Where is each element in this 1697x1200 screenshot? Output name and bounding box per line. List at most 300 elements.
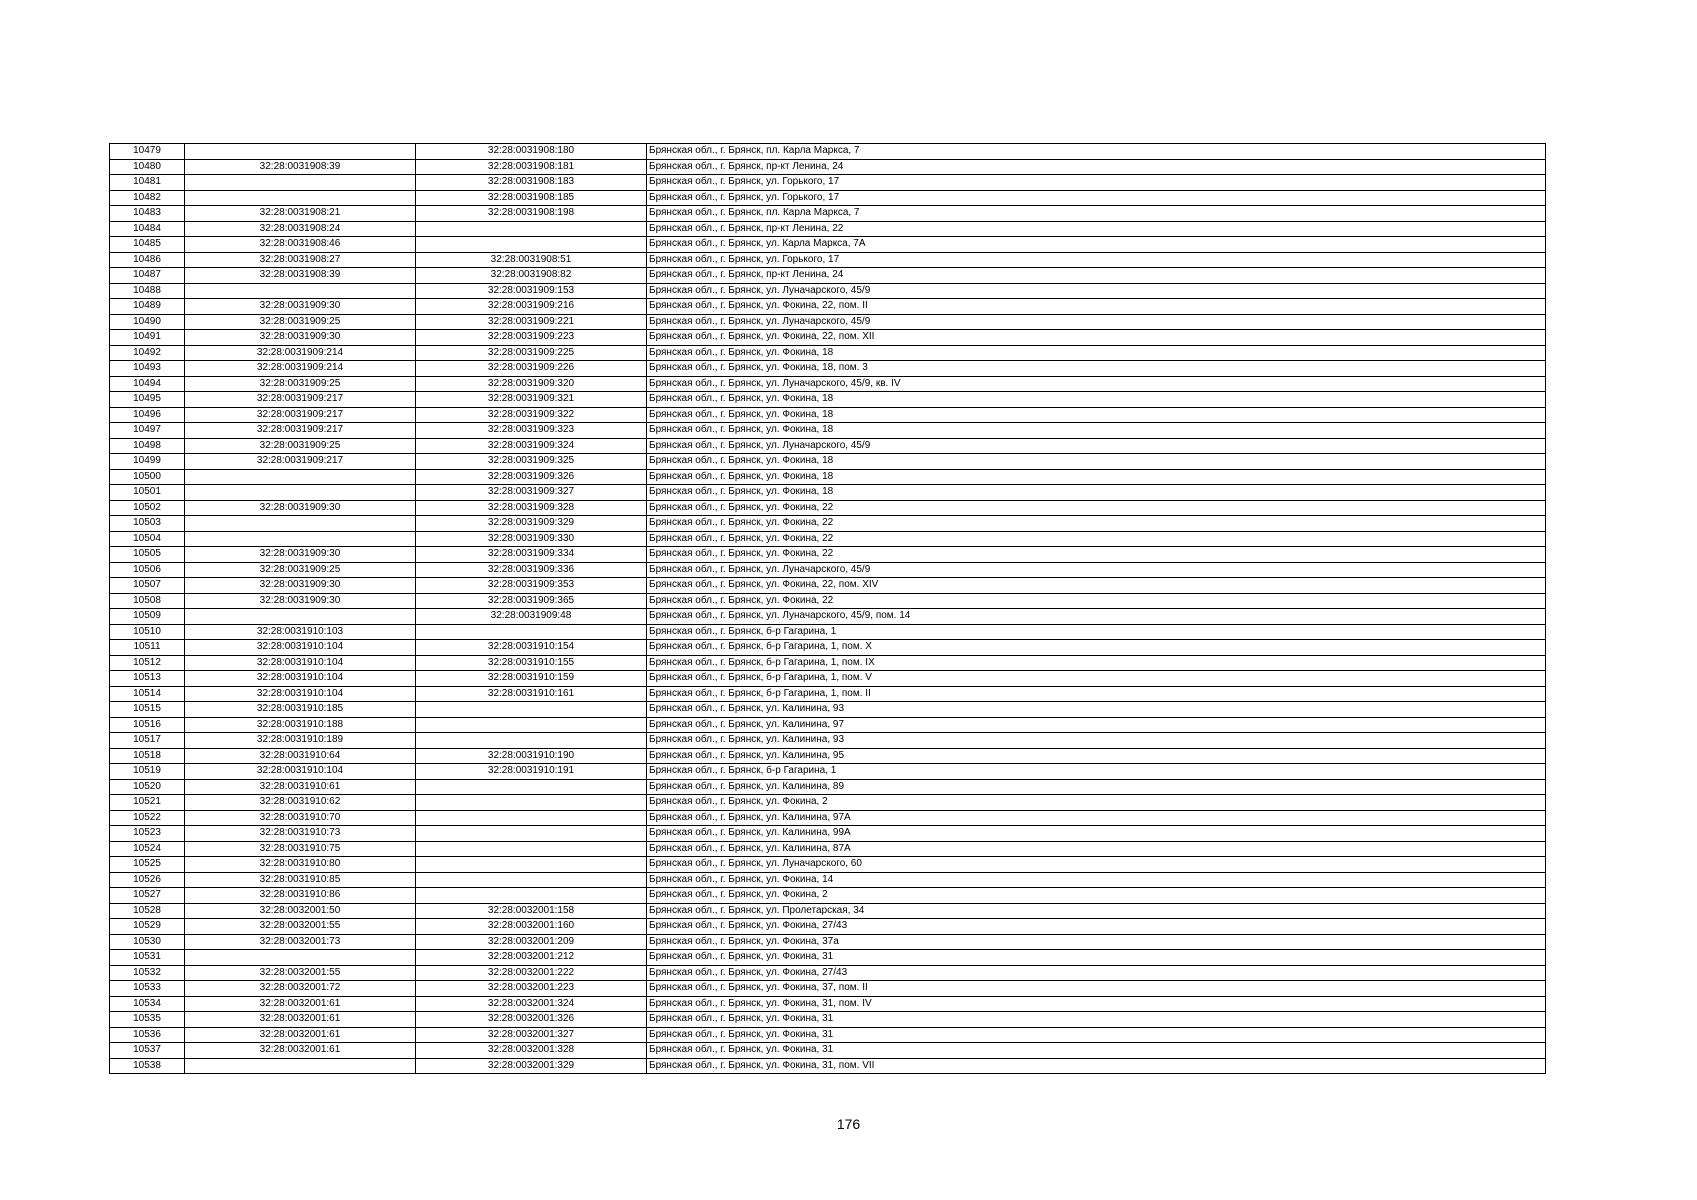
building-cadastral-cell: 32:28:0031908:39 xyxy=(185,268,416,284)
address-cell: Брянская обл., г. Брянск, ул. Фокина, 22, пом. II xyxy=(647,299,1546,315)
table-row xyxy=(110,702,1546,718)
table-row xyxy=(110,996,1546,1012)
premises-cadastral-cell: 32:28:0031909:226 xyxy=(416,361,647,377)
premises-cadastral-cell: 32:28:0031909:323 xyxy=(416,423,647,439)
building-cadastral-cell: 32:28:0031909:25 xyxy=(185,314,416,330)
row-number-cell: 10520 xyxy=(110,779,185,795)
premises-cadastral-cell xyxy=(416,826,647,842)
premises-cadastral-cell xyxy=(416,857,647,873)
building-cadastral-cell: 32:28:0031908:39 xyxy=(185,159,416,175)
table-row xyxy=(110,190,1546,206)
row-number-cell: 10482 xyxy=(110,190,185,206)
address-cell: Брянская обл., г. Брянск, ул. Фокина, 18 xyxy=(647,454,1546,470)
row-number-cell: 10514 xyxy=(110,686,185,702)
table-row xyxy=(110,593,1546,609)
table-row xyxy=(110,764,1546,780)
address-cell: Брянская обл., г. Брянск, ул. Фокина, 18 xyxy=(647,423,1546,439)
premises-cadastral-cell: 32:28:0031909:223 xyxy=(416,330,647,346)
row-number-cell: 10484 xyxy=(110,221,185,237)
building-cadastral-cell: 32:28:0032001:61 xyxy=(185,1027,416,1043)
row-number-cell: 10485 xyxy=(110,237,185,253)
row-number-cell: 10505 xyxy=(110,547,185,563)
table-row xyxy=(110,345,1546,361)
address-cell: Брянская обл., г. Брянск, ул. Фокина, 14 xyxy=(647,872,1546,888)
premises-cadastral-cell: 32:28:0032001:158 xyxy=(416,903,647,919)
table-body xyxy=(110,144,1546,1074)
premises-cadastral-cell: 32:28:0031909:336 xyxy=(416,562,647,578)
table-row xyxy=(110,965,1546,981)
table-row xyxy=(110,516,1546,532)
table-row xyxy=(110,237,1546,253)
table-row xyxy=(110,1027,1546,1043)
address-cell: Брянская обл., г. Брянск, ул. Фокина, 22 xyxy=(647,531,1546,547)
premises-cadastral-cell: 32:28:0031909:324 xyxy=(416,438,647,454)
table-row xyxy=(110,500,1546,516)
row-number-cell: 10533 xyxy=(110,981,185,997)
address-cell: Брянская обл., г. Брянск, ул. Фокина, 22 xyxy=(647,500,1546,516)
premises-cadastral-cell: 32:28:0031909:221 xyxy=(416,314,647,330)
building-cadastral-cell: 32:28:0031910:86 xyxy=(185,888,416,904)
table-row xyxy=(110,950,1546,966)
address-cell: Брянская обл., г. Брянск, ул. Калинина, 93 xyxy=(647,733,1546,749)
premises-cadastral-cell: 32:28:0031909:327 xyxy=(416,485,647,501)
table-row xyxy=(110,562,1546,578)
table-row xyxy=(110,624,1546,640)
address-cell: Брянская обл., г. Брянск, б-р Гагарина, 1 xyxy=(647,764,1546,780)
premises-cadastral-cell xyxy=(416,810,647,826)
building-cadastral-cell xyxy=(185,950,416,966)
table-row xyxy=(110,485,1546,501)
address-cell: Брянская обл., г. Брянск, ул. Луначарского, 45/9 xyxy=(647,314,1546,330)
address-cell: Брянская обл., г. Брянск, ул. Фокина, 22 xyxy=(647,547,1546,563)
table-row xyxy=(110,609,1546,625)
address-cell: Брянская обл., г. Брянск, ул. Горького, 17 xyxy=(647,175,1546,191)
premises-cadastral-cell xyxy=(416,702,647,718)
address-cell: Брянская обл., г. Брянск, ул. Луначарского, 45/9 xyxy=(647,438,1546,454)
building-cadastral-cell xyxy=(185,469,416,485)
table-row xyxy=(110,299,1546,315)
cadastral-table xyxy=(109,143,1546,1074)
table-row xyxy=(110,221,1546,237)
table-row xyxy=(110,640,1546,656)
row-number-cell: 10491 xyxy=(110,330,185,346)
row-number-cell: 10506 xyxy=(110,562,185,578)
premises-cadastral-cell xyxy=(416,795,647,811)
table-row xyxy=(110,748,1546,764)
table-row xyxy=(110,903,1546,919)
table-row xyxy=(110,779,1546,795)
premises-cadastral-cell: 32:28:0031910:154 xyxy=(416,640,647,656)
table-row xyxy=(110,841,1546,857)
table-row xyxy=(110,578,1546,594)
row-number-cell: 10534 xyxy=(110,996,185,1012)
premises-cadastral-cell xyxy=(416,733,647,749)
address-cell: Брянская обл., г. Брянск, ул. Калинина, 93 xyxy=(647,702,1546,718)
row-number-cell: 10538 xyxy=(110,1058,185,1074)
table-row xyxy=(110,144,1546,160)
row-number-cell: 10529 xyxy=(110,919,185,935)
row-number-cell: 10511 xyxy=(110,640,185,656)
row-number-cell: 10523 xyxy=(110,826,185,842)
address-cell: Брянская обл., г. Брянск, ул. Фокина, 22, пом. XII xyxy=(647,330,1546,346)
row-number-cell: 10524 xyxy=(110,841,185,857)
address-cell: Брянская обл., г. Брянск, ул. Калинина, 97А xyxy=(647,810,1546,826)
premises-cadastral-cell: 32:28:0032001:329 xyxy=(416,1058,647,1074)
address-cell: Брянская обл., г. Брянск, ул. Фокина, 18 xyxy=(647,345,1546,361)
building-cadastral-cell: 32:28:0031910:189 xyxy=(185,733,416,749)
table-row xyxy=(110,330,1546,346)
building-cadastral-cell: 32:28:0032001:72 xyxy=(185,981,416,997)
row-number-cell: 10495 xyxy=(110,392,185,408)
building-cadastral-cell: 32:28:0031909:30 xyxy=(185,500,416,516)
table-row xyxy=(110,268,1546,284)
row-number-cell: 10525 xyxy=(110,857,185,873)
table-row xyxy=(110,175,1546,191)
row-number-cell: 10516 xyxy=(110,717,185,733)
premises-cadastral-cell: 32:28:0032001:223 xyxy=(416,981,647,997)
row-number-cell: 10521 xyxy=(110,795,185,811)
table-row xyxy=(110,407,1546,423)
address-cell: Брянская обл., г. Брянск, ул. Фокина, 37а xyxy=(647,934,1546,950)
building-cadastral-cell: 32:28:0031910:104 xyxy=(185,655,416,671)
table-row xyxy=(110,252,1546,268)
premises-cadastral-cell: 32:28:0032001:222 xyxy=(416,965,647,981)
table-row xyxy=(110,655,1546,671)
premises-cadastral-cell: 32:28:0031909:325 xyxy=(416,454,647,470)
building-cadastral-cell: 32:28:0032001:61 xyxy=(185,1012,416,1028)
premises-cadastral-cell xyxy=(416,841,647,857)
address-cell: Брянская обл., г. Брянск, ул. Луначарского, 45/9 xyxy=(647,562,1546,578)
address-cell: Брянская обл., г. Брянск, б-р Гагарина, 1, пом. V xyxy=(647,671,1546,687)
address-cell: Брянская обл., г. Брянск, пр-кт Ленина, 24 xyxy=(647,268,1546,284)
premises-cadastral-cell: 32:28:0031908:183 xyxy=(416,175,647,191)
table-row xyxy=(110,981,1546,997)
row-number-cell: 10501 xyxy=(110,485,185,501)
address-cell: Брянская обл., г. Брянск, ул. Фокина, 31, пом. VII xyxy=(647,1058,1546,1074)
premises-cadastral-cell: 32:28:0032001:328 xyxy=(416,1043,647,1059)
premises-cadastral-cell: 32:28:0032001:212 xyxy=(416,950,647,966)
row-number-cell: 10526 xyxy=(110,872,185,888)
building-cadastral-cell: 32:28:0031908:24 xyxy=(185,221,416,237)
row-number-cell: 10483 xyxy=(110,206,185,222)
address-cell: Брянская обл., г. Брянск, ул. Луначарского, 45/9, пом. 14 xyxy=(647,609,1546,625)
premises-cadastral-cell: 32:28:0031909:216 xyxy=(416,299,647,315)
row-number-cell: 10522 xyxy=(110,810,185,826)
building-cadastral-cell: 32:28:0032001:73 xyxy=(185,934,416,950)
row-number-cell: 10528 xyxy=(110,903,185,919)
premises-cadastral-cell: 32:28:0031908:51 xyxy=(416,252,647,268)
row-number-cell: 10513 xyxy=(110,671,185,687)
row-number-cell: 10489 xyxy=(110,299,185,315)
row-number-cell: 10508 xyxy=(110,593,185,609)
table-row xyxy=(110,733,1546,749)
address-cell: Брянская обл., г. Брянск, б-р Гагарина, 1 xyxy=(647,624,1546,640)
building-cadastral-cell: 32:28:0031910:104 xyxy=(185,640,416,656)
row-number-cell: 10499 xyxy=(110,454,185,470)
table-row xyxy=(110,872,1546,888)
address-cell: Брянская обл., г. Брянск, ул. Фокина, 31, пом. IV xyxy=(647,996,1546,1012)
table-row xyxy=(110,826,1546,842)
premises-cadastral-cell: 32:28:0031908:181 xyxy=(416,159,647,175)
table-row xyxy=(110,795,1546,811)
building-cadastral-cell: 32:28:0032001:55 xyxy=(185,965,416,981)
address-cell: Брянская обл., г. Брянск, пл. Карла Маркса, 7 xyxy=(647,144,1546,160)
building-cadastral-cell xyxy=(185,190,416,206)
address-cell: Брянская обл., г. Брянск, ул. Фокина, 2 xyxy=(647,795,1546,811)
building-cadastral-cell: 32:28:0031909:217 xyxy=(185,392,416,408)
building-cadastral-cell: 32:28:0031910:70 xyxy=(185,810,416,826)
row-number-cell: 10517 xyxy=(110,733,185,749)
premises-cadastral-cell xyxy=(416,717,647,733)
building-cadastral-cell: 32:28:0031909:214 xyxy=(185,361,416,377)
table-row xyxy=(110,283,1546,299)
building-cadastral-cell: 32:28:0031909:25 xyxy=(185,438,416,454)
address-cell: Брянская обл., г. Брянск, б-р Гагарина, 1, пом. II xyxy=(647,686,1546,702)
building-cadastral-cell: 32:28:0031909:214 xyxy=(185,345,416,361)
address-cell: Брянская обл., г. Брянск, пр-кт Ленина, 22 xyxy=(647,221,1546,237)
table-row xyxy=(110,547,1546,563)
address-cell: Брянская обл., г. Брянск, ул. Фокина, 18, пом. 3 xyxy=(647,361,1546,377)
premises-cadastral-cell: 32:28:0031909:330 xyxy=(416,531,647,547)
row-number-cell: 10487 xyxy=(110,268,185,284)
address-cell: Брянская обл., г. Брянск, ул. Фокина, 22, пом. XIV xyxy=(647,578,1546,594)
building-cadastral-cell: 32:28:0031908:46 xyxy=(185,237,416,253)
building-cadastral-cell: 32:28:0031909:30 xyxy=(185,330,416,346)
building-cadastral-cell: 32:28:0031910:80 xyxy=(185,857,416,873)
premises-cadastral-cell: 32:28:0032001:209 xyxy=(416,934,647,950)
row-number-cell: 10535 xyxy=(110,1012,185,1028)
building-cadastral-cell xyxy=(185,609,416,625)
row-number-cell: 10532 xyxy=(110,965,185,981)
building-cadastral-cell: 32:28:0032001:50 xyxy=(185,903,416,919)
building-cadastral-cell: 32:28:0031910:73 xyxy=(185,826,416,842)
premises-cadastral-cell: 32:28:0031908:185 xyxy=(416,190,647,206)
premises-cadastral-cell: 32:28:0031909:329 xyxy=(416,516,647,532)
address-cell: Брянская обл., г. Брянск, ул. Луначарского, 60 xyxy=(647,857,1546,873)
row-number-cell: 10490 xyxy=(110,314,185,330)
address-cell: Брянская обл., г. Брянск, ул. Фокина, 37, пом. II xyxy=(647,981,1546,997)
address-cell: Брянская обл., г. Брянск, ул. Фокина, 22 xyxy=(647,516,1546,532)
table-row xyxy=(110,314,1546,330)
table-row xyxy=(110,888,1546,904)
building-cadastral-cell xyxy=(185,144,416,160)
premises-cadastral-cell: 32:28:0031909:321 xyxy=(416,392,647,408)
address-cell: Брянская обл., г. Брянск, ул. Фокина, 31 xyxy=(647,1027,1546,1043)
address-cell: Брянская обл., г. Брянск, ул. Калинина, 95 xyxy=(647,748,1546,764)
row-number-cell: 10509 xyxy=(110,609,185,625)
premises-cadastral-cell: 32:28:0031909:353 xyxy=(416,578,647,594)
row-number-cell: 10504 xyxy=(110,531,185,547)
table-row xyxy=(110,857,1546,873)
building-cadastral-cell: 32:28:0031909:30 xyxy=(185,578,416,594)
premises-cadastral-cell xyxy=(416,237,647,253)
address-cell: Брянская обл., г. Брянск, пр-кт Ленина, 24 xyxy=(647,159,1546,175)
premises-cadastral-cell: 32:28:0032001:327 xyxy=(416,1027,647,1043)
address-cell: Брянская обл., г. Брянск, ул. Фокина, 31 xyxy=(647,950,1546,966)
row-number-cell: 10498 xyxy=(110,438,185,454)
premises-cadastral-cell: 32:28:0031909:153 xyxy=(416,283,647,299)
table-row xyxy=(110,423,1546,439)
building-cadastral-cell: 32:28:0032001:61 xyxy=(185,1043,416,1059)
premises-cadastral-cell: 32:28:0032001:324 xyxy=(416,996,647,1012)
row-number-cell: 10515 xyxy=(110,702,185,718)
building-cadastral-cell xyxy=(185,516,416,532)
premises-cadastral-cell xyxy=(416,624,647,640)
row-number-cell: 10518 xyxy=(110,748,185,764)
row-number-cell: 10480 xyxy=(110,159,185,175)
address-cell: Брянская обл., г. Брянск, ул. Фокина, 27/43 xyxy=(647,965,1546,981)
building-cadastral-cell xyxy=(185,283,416,299)
row-number-cell: 10519 xyxy=(110,764,185,780)
premises-cadastral-cell: 32:28:0031910:159 xyxy=(416,671,647,687)
address-cell: Брянская обл., г. Брянск, б-р Гагарина, 1, пом. X xyxy=(647,640,1546,656)
premises-cadastral-cell: 32:28:0031910:161 xyxy=(416,686,647,702)
building-cadastral-cell xyxy=(185,1058,416,1074)
table-row xyxy=(110,686,1546,702)
building-cadastral-cell: 32:28:0031910:185 xyxy=(185,702,416,718)
premises-cadastral-cell: 32:28:0031910:155 xyxy=(416,655,647,671)
building-cadastral-cell xyxy=(185,485,416,501)
premises-cadastral-cell: 32:28:0031909:334 xyxy=(416,547,647,563)
page-number: 176 xyxy=(836,1116,861,1132)
table-row xyxy=(110,159,1546,175)
row-number-cell: 10486 xyxy=(110,252,185,268)
building-cadastral-cell: 32:28:0031909:30 xyxy=(185,593,416,609)
premises-cadastral-cell: 32:28:0031909:365 xyxy=(416,593,647,609)
address-cell: Брянская обл., г. Брянск, б-р Гагарина, 1, пом. IX xyxy=(647,655,1546,671)
premises-cadastral-cell: 32:28:0031909:48 xyxy=(416,609,647,625)
address-cell: Брянская обл., г. Брянск, ул. Фокина, 2 xyxy=(647,888,1546,904)
building-cadastral-cell: 32:28:0031908:21 xyxy=(185,206,416,222)
address-cell: Брянская обл., г. Брянск, ул. Фокина, 27/43 xyxy=(647,919,1546,935)
table-row xyxy=(110,206,1546,222)
building-cadastral-cell: 32:28:0031910:85 xyxy=(185,872,416,888)
table-row xyxy=(110,1058,1546,1074)
address-cell: Брянская обл., г. Брянск, ул. Горького, 17 xyxy=(647,252,1546,268)
premises-cadastral-cell: 32:28:0031908:82 xyxy=(416,268,647,284)
building-cadastral-cell: 32:28:0031910:75 xyxy=(185,841,416,857)
table-row xyxy=(110,671,1546,687)
table-row xyxy=(110,469,1546,485)
table-row xyxy=(110,810,1546,826)
building-cadastral-cell: 32:28:0031910:62 xyxy=(185,795,416,811)
table-row xyxy=(110,438,1546,454)
building-cadastral-cell: 32:28:0031910:61 xyxy=(185,779,416,795)
address-cell: Брянская обл., г. Брянск, ул. Горького, 17 xyxy=(647,190,1546,206)
premises-cadastral-cell xyxy=(416,221,647,237)
building-cadastral-cell: 32:28:0031909:25 xyxy=(185,562,416,578)
building-cadastral-cell xyxy=(185,531,416,547)
premises-cadastral-cell: 32:28:0031909:320 xyxy=(416,376,647,392)
row-number-cell: 10500 xyxy=(110,469,185,485)
row-number-cell: 10512 xyxy=(110,655,185,671)
address-cell: Брянская обл., г. Брянск, ул. Фокина, 18 xyxy=(647,407,1546,423)
row-number-cell: 10507 xyxy=(110,578,185,594)
address-cell: Брянская обл., г. Брянск, ул. Фокина, 18 xyxy=(647,392,1546,408)
address-cell: Брянская обл., г. Брянск, ул. Фокина, 31 xyxy=(647,1012,1546,1028)
row-number-cell: 10536 xyxy=(110,1027,185,1043)
premises-cadastral-cell: 32:28:0032001:160 xyxy=(416,919,647,935)
premises-cadastral-cell xyxy=(416,888,647,904)
building-cadastral-cell: 32:28:0031909:30 xyxy=(185,547,416,563)
row-number-cell: 10496 xyxy=(110,407,185,423)
row-number-cell: 10527 xyxy=(110,888,185,904)
row-number-cell: 10493 xyxy=(110,361,185,377)
building-cadastral-cell: 32:28:0031910:104 xyxy=(185,686,416,702)
building-cadastral-cell: 32:28:0031909:25 xyxy=(185,376,416,392)
address-cell: Брянская обл., г. Брянск, ул. Фокина, 18 xyxy=(647,485,1546,501)
premises-cadastral-cell xyxy=(416,779,647,795)
building-cadastral-cell: 32:28:0031910:104 xyxy=(185,764,416,780)
address-cell: Брянская обл., г. Брянск, ул. Калинина, 99А xyxy=(647,826,1546,842)
premises-cadastral-cell: 32:28:0031909:225 xyxy=(416,345,647,361)
premises-cadastral-cell: 32:28:0032001:326 xyxy=(416,1012,647,1028)
building-cadastral-cell: 32:28:0031909:217 xyxy=(185,454,416,470)
building-cadastral-cell: 32:28:0031910:64 xyxy=(185,748,416,764)
row-number-cell: 10481 xyxy=(110,175,185,191)
address-cell: Брянская обл., г. Брянск, ул. Пролетарская, 34 xyxy=(647,903,1546,919)
address-cell: Брянская обл., г. Брянск, ул. Луначарского, 45/9, кв. IV xyxy=(647,376,1546,392)
row-number-cell: 10503 xyxy=(110,516,185,532)
building-cadastral-cell: 32:28:0031909:217 xyxy=(185,407,416,423)
building-cadastral-cell: 32:28:0032001:55 xyxy=(185,919,416,935)
row-number-cell: 10502 xyxy=(110,500,185,516)
table-row xyxy=(110,934,1546,950)
premises-cadastral-cell: 32:28:0031909:322 xyxy=(416,407,647,423)
premises-cadastral-cell xyxy=(416,872,647,888)
premises-cadastral-cell: 32:28:0031908:180 xyxy=(416,144,647,160)
table-row xyxy=(110,454,1546,470)
table-row xyxy=(110,392,1546,408)
building-cadastral-cell xyxy=(185,175,416,191)
building-cadastral-cell: 32:28:0031910:103 xyxy=(185,624,416,640)
table-row xyxy=(110,361,1546,377)
table-row xyxy=(110,717,1546,733)
table-row xyxy=(110,1012,1546,1028)
address-cell: Брянская обл., г. Брянск, ул. Калинина, 97 xyxy=(647,717,1546,733)
row-number-cell: 10492 xyxy=(110,345,185,361)
row-number-cell: 10494 xyxy=(110,376,185,392)
premises-cadastral-cell: 32:28:0031909:326 xyxy=(416,469,647,485)
premises-cadastral-cell: 32:28:0031910:191 xyxy=(416,764,647,780)
address-cell: Брянская обл., г. Брянск, пл. Карла Маркса, 7 xyxy=(647,206,1546,222)
premises-cadastral-cell: 32:28:0031908:198 xyxy=(416,206,647,222)
row-number-cell: 10537 xyxy=(110,1043,185,1059)
row-number-cell: 10497 xyxy=(110,423,185,439)
address-cell: Брянская обл., г. Брянск, ул. Луначарского, 45/9 xyxy=(647,283,1546,299)
table-row xyxy=(110,1043,1546,1059)
premises-cadastral-cell: 32:28:0031909:328 xyxy=(416,500,647,516)
address-cell: Брянская обл., г. Брянск, ул. Калинина, 87А xyxy=(647,841,1546,857)
premises-cadastral-cell: 32:28:0031910:190 xyxy=(416,748,647,764)
address-cell: Брянская обл., г. Брянск, ул. Карла Маркса, 7А xyxy=(647,237,1546,253)
building-cadastral-cell: 32:28:0031910:188 xyxy=(185,717,416,733)
building-cadastral-cell: 32:28:0031908:27 xyxy=(185,252,416,268)
row-number-cell: 10531 xyxy=(110,950,185,966)
building-cadastral-cell: 32:28:0032001:61 xyxy=(185,996,416,1012)
row-number-cell: 10479 xyxy=(110,144,185,160)
address-cell: Брянская обл., г. Брянск, ул. Калинина, 89 xyxy=(647,779,1546,795)
address-cell: Брянская обл., г. Брянск, ул. Фокина, 31 xyxy=(647,1043,1546,1059)
row-number-cell: 10530 xyxy=(110,934,185,950)
row-number-cell: 10488 xyxy=(110,283,185,299)
address-cell: Брянская обл., г. Брянск, ул. Фокина, 18 xyxy=(647,469,1546,485)
building-cadastral-cell: 32:28:0031910:104 xyxy=(185,671,416,687)
table-row xyxy=(110,376,1546,392)
table-row xyxy=(110,531,1546,547)
row-number-cell: 10510 xyxy=(110,624,185,640)
table-row xyxy=(110,919,1546,935)
